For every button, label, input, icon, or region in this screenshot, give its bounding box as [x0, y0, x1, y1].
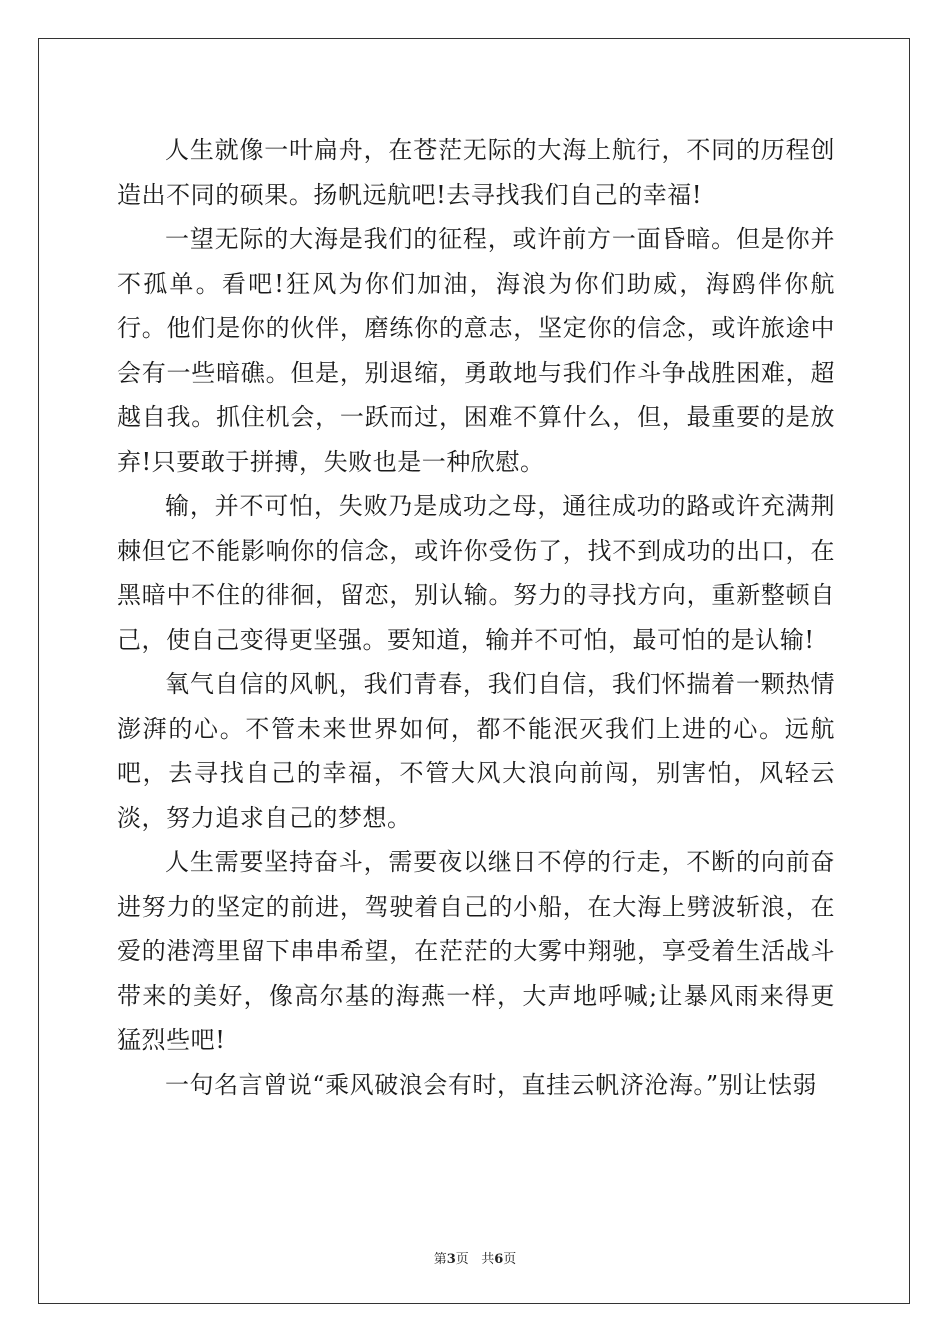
page-current-number: 3	[446, 1252, 456, 1267]
page-prefix: 第	[433, 1252, 447, 1267]
paragraph-4: 氧气自信的风帆，我们青春，我们自信，我们怀揣着一颗热情澎湃的心。不管未来世界如何，都不能泯灭我们上进的心。远航吧，去寻找自己的幸福，不管大风大浪向前闯，别害怕，风轻云淡，努力追求自己的梦想。	[117, 670, 835, 832]
paragraph-1: 人生就像一叶扁舟，在苍茫无际的大海上航行，不同的历程创造出不同的硕果。扬帆远航吧!去寻找我们自己的幸福!	[117, 136, 835, 209]
paragraph-2: 一望无际的大海是我们的征程，或许前方一面昏暗。但是你并不孤单。看吧!狂风为你们加油，海浪为你们助威，海鸥伴你航行。他们是你的伙伴，磨练你的意志，坚定你的信念，或许旅途中会有一些暗礁。但是，别退缩，勇敢地与我们作斗争战胜困难，超越自我。抓住机会，一跃而过，困难不算什么，但，最重要的是放弃!只要敢于拼搏，失败也是一种欣慰。	[117, 225, 835, 476]
paragraph-3: 输，并不可怕，失败乃是成功之母，通往成功的路或许充满荆棘但它不能影响你的信念，或许你受伤了，找不到成功的出口，在黑暗中不住的徘徊，留恋，别认输。努力的寻找方向，重新整顿自己，使自己变得更坚强。要知道，输并不可怕，最可怕的是认输!	[117, 492, 835, 654]
page-footer	[0, 1248, 950, 1267]
page-total-number: 6	[494, 1252, 504, 1267]
page-suffix: 页	[455, 1252, 469, 1267]
total-prefix: 共	[481, 1252, 495, 1267]
total-suffix: 页	[503, 1252, 517, 1267]
paragraph-6: 一句名言曾说“乘风破浪会有时，直挂云帆济沧海。”别让怯弱	[165, 1070, 817, 1099]
document-body	[117, 128, 835, 1107]
paragraph-5: 人生需要坚持奋斗，需要夜以继日不停的行走，不断的向前奋进努力的坚定的前进，驾驶着自己的小船，在大海上劈波斩浪，在爱的港湾里留下串串希望，在茫茫的大雾中翔驰，享受着生活战斗带来的美好，像高尔基的海燕一样，大声地呼喊;让暴风雨来得更猛烈些吧!	[117, 848, 835, 1054]
